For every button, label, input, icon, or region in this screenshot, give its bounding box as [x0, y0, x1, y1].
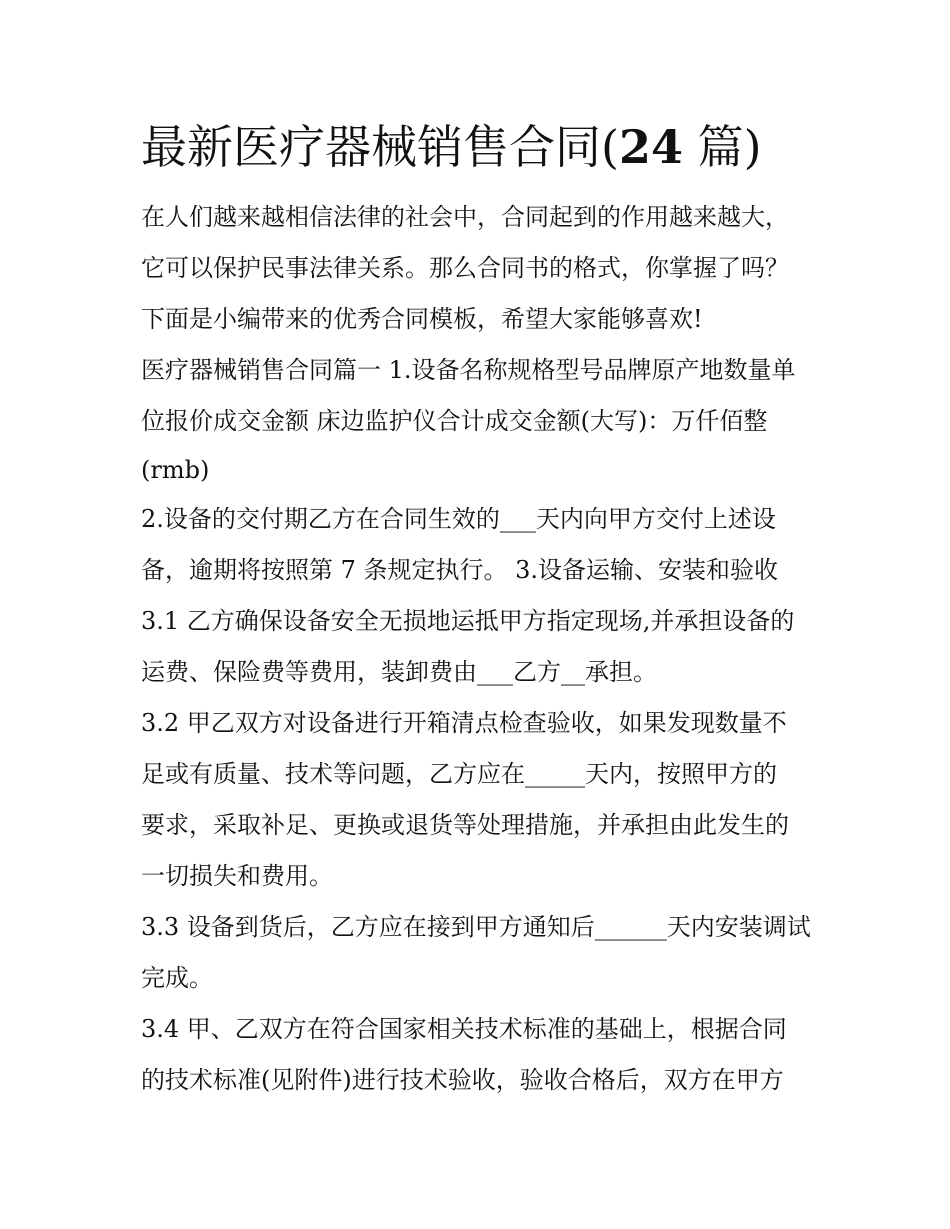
paragraph-line: 的技术标准(见附件)进行技术验收，验收合格后，双方在甲方: [141, 1066, 784, 1094]
title-suffix: 篇): [682, 120, 762, 174]
paragraph-line: 备，逾期将按照第 7 条规定执行。 3.设备运输、安装和验收: [141, 556, 779, 584]
paragraph-line: (rmb): [141, 456, 210, 484]
paragraph-line: 运费、保险费等费用，装卸费由___乙方__承担。: [141, 658, 657, 686]
paragraph-line: 3.2 甲乙双方对设备进行开箱清点检查验收，如果发现数量不: [141, 709, 787, 737]
paragraph-line: 3.4 甲、乙双方在符合国家相关技术标准的基础上，根据合同: [141, 1015, 787, 1043]
paragraph-line: 医疗器械销售合同篇一 1.设备名称规格型号品牌原产地数量单: [141, 356, 796, 384]
document-page: [141, 112, 813, 1106]
title-count: 24: [618, 120, 683, 174]
paragraph-line: 要求，采取补足、更换或退货等处理措施，并承担由此发生的: [141, 811, 789, 839]
paragraph-line: 2.设备的交付期乙方在合同生效的___天内向甲方交付上述设: [141, 505, 776, 533]
paragraph-line: 完成。: [141, 964, 213, 992]
paragraph-line: 位报价成交金额 床边监护仪合计成交金额(大写)：万仟佰整: [141, 407, 768, 435]
paragraph-line: 3.3 设备到货后，乙方应在接到甲方通知后______天内安装调试: [141, 913, 811, 941]
paragraph-line: 它可以保护民事法律关系。那么合同书的格式，你掌握了吗？: [141, 254, 789, 282]
paragraph-line: 3.1 乙方确保设备安全无损地运抵甲方指定现场,并承担设备的: [141, 607, 795, 635]
title-text: 最新医疗器械销售合同(: [141, 120, 619, 174]
document-title: [141, 112, 813, 182]
paragraph-line: 在人们越来越相信法律的社会中，合同起到的作用越来越大，: [141, 203, 789, 231]
paragraph-line: 足或有质量、技术等问题，乙方应在_____天内，按照甲方的: [141, 760, 777, 788]
paragraph-line: 一切损失和费用。: [141, 862, 333, 890]
paragraph-line: 下面是小编带来的优秀合同模板，希望大家能够喜欢!: [141, 305, 703, 333]
